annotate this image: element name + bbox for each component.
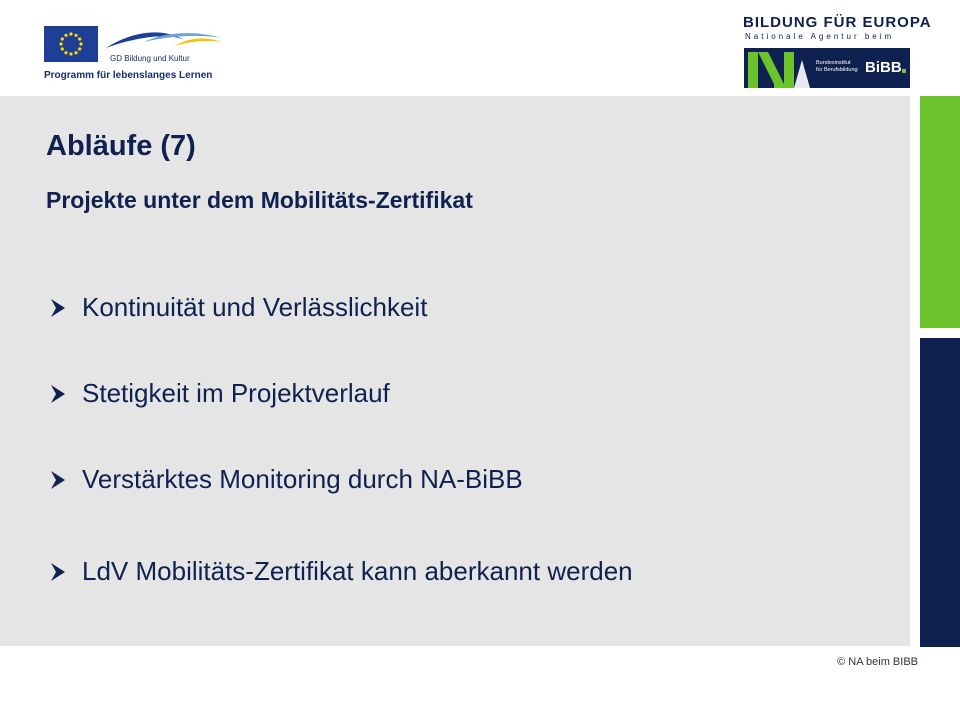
footer-copyright: © NA beim BIBB — [837, 656, 918, 668]
slide-subtitle: Projekte unter dem Mobilitäts-Zertifikat — [46, 187, 473, 213]
institute-name — [816, 60, 858, 74]
eu-program-text: Programm für lebenslanges Lernen — [44, 70, 213, 81]
eu-dg-text: GD Bildung und Kultur — [110, 54, 190, 63]
eu-flag-icon — [44, 26, 98, 62]
bullet-text: Stetigkeit im Projektverlauf — [82, 378, 390, 408]
green-side-bar — [920, 96, 960, 328]
na-logo-icon — [744, 48, 814, 88]
bibb-short: BiBB — [865, 59, 902, 76]
eu-logo — [44, 26, 214, 86]
navy-side-bar — [920, 338, 960, 647]
arrow-bullet-icon — [48, 296, 72, 320]
bullet-text: LdV Mobilitäts-Zertifikat kann aberkannt werden — [82, 556, 633, 586]
na-bibb-logo — [744, 48, 910, 88]
nationale-agentur-subtitle: Nationale Agentur beim — [745, 32, 895, 41]
bibb-dot-icon — [902, 69, 906, 73]
eu-swoosh-icon — [104, 26, 224, 52]
slide-title: Abläufe (7) — [46, 130, 196, 162]
arrow-bullet-icon — [48, 468, 72, 492]
bullet-text: Verstärktes Monitoring durch NA-BiBB — [82, 464, 523, 494]
institute-line2: für Berufsbildung — [816, 67, 858, 73]
institute-line1: Bundesinstitut — [816, 60, 851, 66]
bullet-text: Kontinuität und Verlässlichkeit — [82, 292, 428, 322]
bildung-fuer-europa-title: BILDUNG FÜR EUROPA — [743, 14, 932, 31]
arrow-bullet-icon — [48, 560, 72, 584]
arrow-bullet-icon — [48, 382, 72, 406]
